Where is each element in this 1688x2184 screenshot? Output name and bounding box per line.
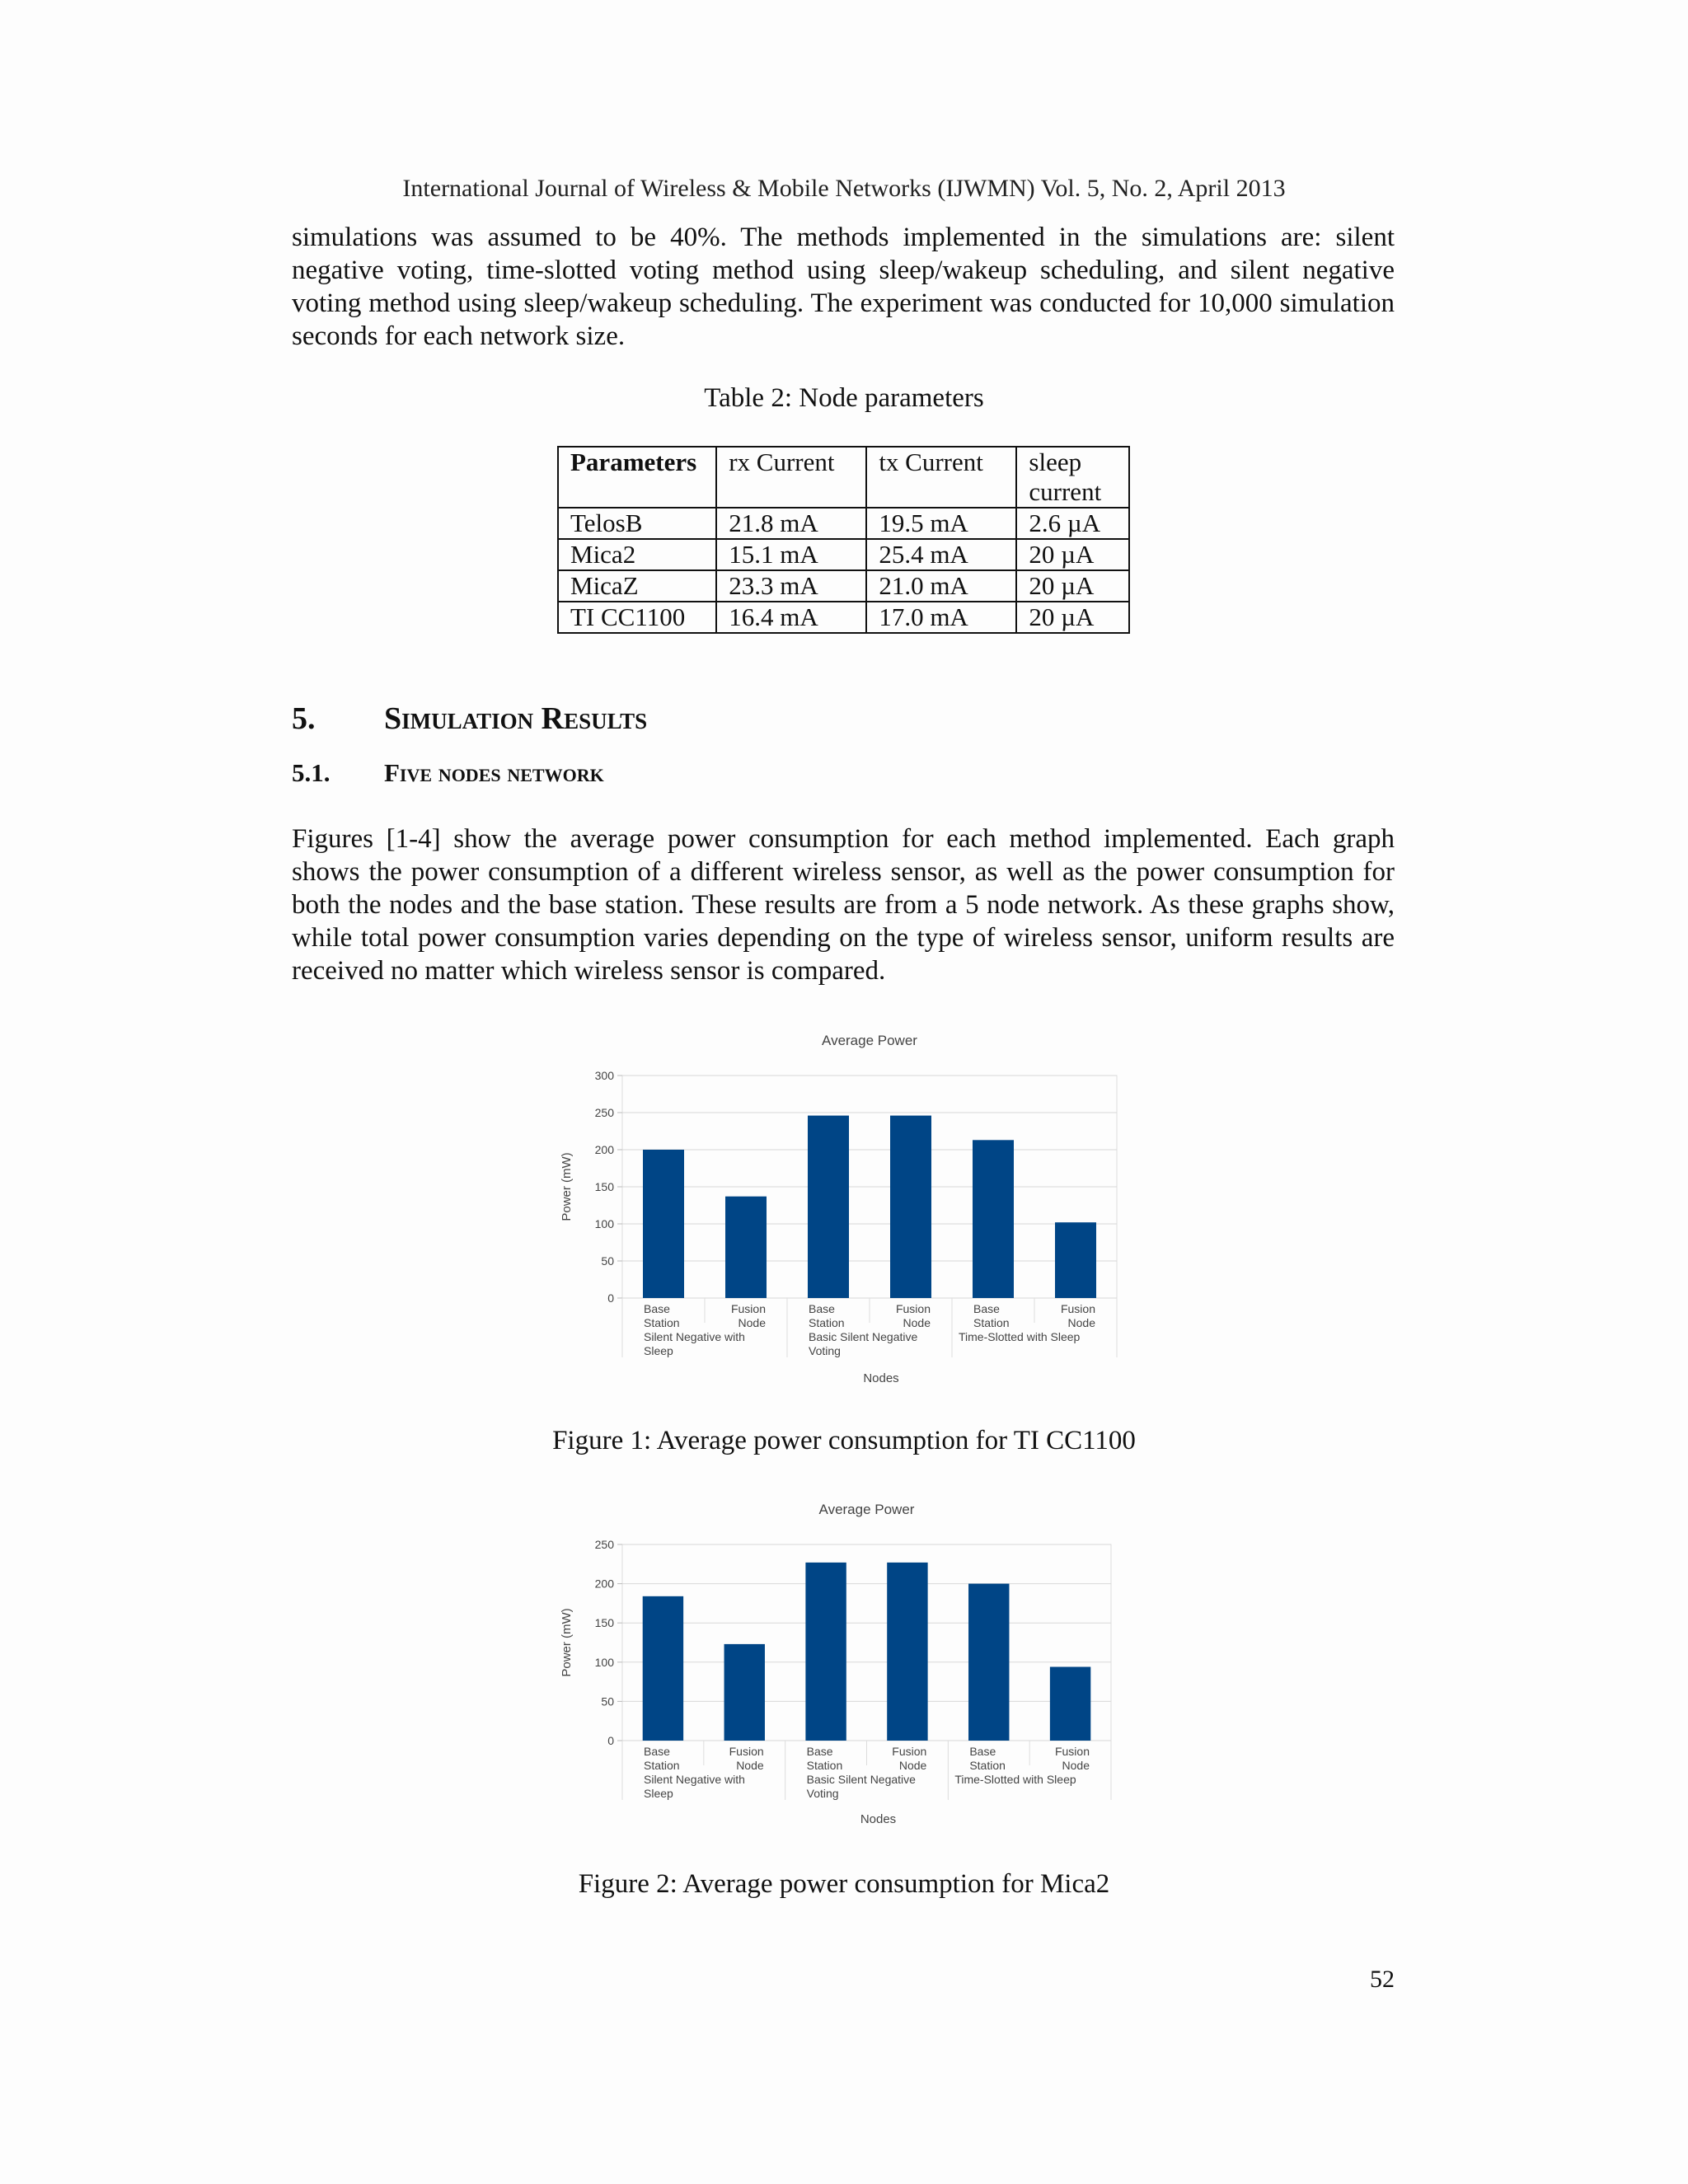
chart-title: Average Power (822, 1033, 917, 1048)
y-tick-label: 200 (594, 1577, 614, 1591)
page-number: 52 (1370, 1966, 1395, 1993)
y-tick-label: 250 (594, 1538, 614, 1551)
table-row (558, 539, 1129, 570)
bar (1050, 1667, 1090, 1741)
y-tick-label: 200 (594, 1143, 614, 1156)
y-tick-label: 100 (594, 1217, 614, 1230)
y-axis-label: Power (mW) (560, 1152, 574, 1221)
bar (1055, 1222, 1096, 1298)
subsection-heading (292, 758, 604, 788)
bar (890, 1116, 931, 1298)
table-cell: 16.4 mA (716, 602, 866, 633)
category-label: Base Station (644, 1745, 680, 1772)
subsection-title: Five nodes network (384, 758, 604, 787)
plot-frame (622, 1544, 1111, 1741)
category-label: Fusion Node (892, 1745, 927, 1772)
table-caption: Table 2: Node parameters (704, 383, 984, 413)
group-label: Silent Negative with Sleep (644, 1330, 745, 1357)
y-axis-label: Power (mW) (560, 1608, 574, 1677)
category-label: Base Station (806, 1745, 843, 1772)
group-label: Basic Silent Negative Voting (809, 1330, 918, 1357)
category-label: Fusion Node (730, 1302, 766, 1329)
intro-paragraph: simulations was assumed to be 40%. The methods implemented in the simulations are: silent negative voting, time-slotted voting method using sleep/wakeup scheduling, and silent negative voting method using sleep/wakeup scheduling. The experiment was conducted for 10,000 simulation seconds for each network size. (292, 223, 1395, 351)
y-tick-label: 250 (594, 1106, 614, 1119)
table-cell: 15.1 mA (716, 539, 866, 570)
bar (643, 1150, 684, 1298)
figure-2-chart (544, 1493, 1154, 1840)
y-tick-label: 100 (594, 1655, 614, 1669)
group-label: Time-Slotted with Sleep (959, 1330, 1081, 1343)
y-tick-label: 150 (594, 1616, 614, 1630)
journal-header: International Journal of Wireless & Mobile Networks (IJWMN) Vol. 5, No. 2, April 2013 (402, 175, 1286, 202)
table-cell: 25.4 mA (866, 539, 1016, 570)
figure-1-chart (544, 1022, 1154, 1393)
x-axis-label: Nodes (863, 1371, 899, 1385)
table-header-cell: Parameters (558, 447, 716, 508)
average-power-chart (544, 1493, 1154, 1840)
table-cell: TI CC1100 (558, 602, 716, 633)
y-tick-label: 0 (607, 1291, 614, 1305)
bar (973, 1140, 1014, 1298)
table-header-cell: rx Current (716, 447, 866, 508)
table-cell: MicaZ (558, 570, 716, 602)
table-cell: 21.0 mA (866, 570, 1016, 602)
table-cell: 21.8 mA (716, 508, 866, 539)
section-title: Simulation Results (384, 701, 648, 736)
table-cell: 20 µA (1016, 602, 1129, 633)
bar (805, 1563, 846, 1741)
subsection-number: 5.1. (292, 758, 331, 787)
table-cell: TelosB (558, 508, 716, 539)
bar (725, 1197, 767, 1298)
group-label: Time-Slotted with Sleep (954, 1773, 1076, 1786)
table-cell: 20 µA (1016, 570, 1129, 602)
bar (643, 1596, 683, 1741)
table-header-cell: tx Current (866, 447, 1016, 508)
y-tick-label: 300 (594, 1069, 614, 1082)
y-tick-label: 50 (601, 1254, 614, 1268)
group-label: Basic Silent Negative Voting (806, 1773, 916, 1800)
category-label: Base Station (809, 1302, 845, 1329)
body-paragraph: Figures [1-4] show the average power consumption for each method implemented. Each graph shows the power consumption of a different wireless sensor, as well as the power consumption for both the nodes and the base station. These results are from a 5 node network. As these graphs show, while total power consumption varies depending on the type of wireless sensor, uniform results are received no matter which wireless sensor is compared. (292, 824, 1395, 986)
table-row (558, 602, 1129, 633)
category-label: Fusion Node (895, 1302, 931, 1329)
table-header-row (558, 447, 1129, 508)
figure-1-caption: Figure 1: Average power consumption for TI CC1100 (552, 1426, 1136, 1455)
category-label: Fusion Node (1060, 1302, 1095, 1329)
table-cell: 20 µA (1016, 539, 1129, 570)
category-label: Fusion Node (1054, 1745, 1090, 1772)
table-cell: 2.6 µA (1016, 508, 1129, 539)
group-label: Silent Negative with Sleep (644, 1773, 745, 1800)
section-number: 5. (292, 701, 316, 736)
table-row (558, 508, 1129, 539)
average-power-chart (544, 1022, 1154, 1393)
bar (968, 1584, 1009, 1741)
category-label: Base Station (973, 1302, 1010, 1329)
category-label: Base Station (644, 1302, 680, 1329)
table-cell: 19.5 mA (866, 508, 1016, 539)
table-cell: 17.0 mA (866, 602, 1016, 633)
figure-2-caption: Figure 2: Average power consumption for Mica2 (578, 1869, 1110, 1899)
y-tick-label: 50 (601, 1694, 614, 1708)
table-cell: Mica2 (558, 539, 716, 570)
node-parameters-table (557, 446, 1130, 634)
bar (724, 1644, 765, 1741)
category-label: Base Station (969, 1745, 1006, 1772)
y-tick-label: 0 (607, 1734, 614, 1747)
table-cell: 23.3 mA (716, 570, 866, 602)
table-header-cell: sleep current (1016, 447, 1129, 508)
y-tick-label: 150 (594, 1180, 614, 1193)
category-label: Fusion Node (729, 1745, 764, 1772)
chart-title: Average Power (818, 1502, 915, 1517)
x-axis-label: Nodes (860, 1812, 897, 1826)
table-row (558, 570, 1129, 602)
bar (808, 1116, 849, 1298)
section-heading (292, 701, 648, 737)
bar (887, 1563, 927, 1741)
